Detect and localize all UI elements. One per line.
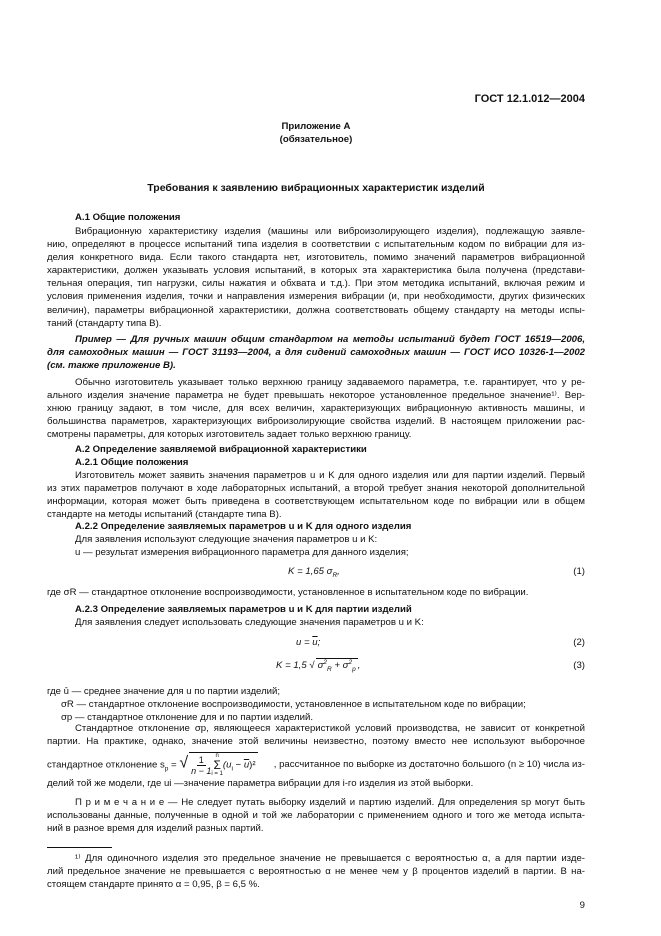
page-title: Требования к заявлению вибрационных характеристик изделий	[147, 182, 485, 194]
text-line: хнюю границу задают, в том числе, для всех величин, характеризующих вибрационную активность машины, и	[47, 403, 585, 415]
sum-symbol	[211, 753, 223, 777]
para-std	[47, 722, 585, 748]
sp-term-end: )²	[249, 759, 256, 771]
footnote	[47, 852, 585, 891]
section-a23-heading: А.2.3 Определение заявляемых параметров u и K для партии изделий	[75, 604, 412, 615]
sp-radicand	[189, 752, 257, 777]
text-line: смотрены параметры, для которых изготовитель задает только верхнюю границу.	[47, 429, 412, 441]
where-sigma-p: σp — стандартное отклонение для и по партии изделий.	[61, 712, 313, 723]
text-line: Пример — Для ручных машин общим стандартом на методы испытаний будет ГОСТ 16519—2006,	[75, 334, 585, 345]
text-line: стоящем стандарте принято α = 0,95, β = 6,5 %.	[47, 879, 260, 891]
text-line: Изготовитель может заявить значения параметров u и K для одного изделия или для партии изделий. Первый	[75, 470, 585, 481]
text-line: стандарте на методы испытаний (стандарте типа В).	[47, 509, 282, 521]
where-mean: где ū — среднее значение для u по партии изделий;	[47, 686, 281, 697]
equation-1	[288, 566, 340, 579]
example-paragraph	[47, 333, 585, 372]
eq3-sigma-p: σ	[342, 660, 349, 672]
eq3-lhs: K = 1,5	[276, 660, 310, 672]
para-a1-2	[47, 376, 585, 441]
note-paragraph	[47, 796, 585, 835]
sp-after: , рассчитанное по выборке из достаточно большого (n ≥ 10) числа из-	[273, 759, 585, 770]
eq1-where: где σR — стандартное отклонение воспроизводимости, установленное в испытательном коде по вибрации.	[47, 587, 529, 598]
footnote-divider	[47, 847, 112, 848]
equation-3-number: (3)	[573, 660, 585, 671]
page-number: 9	[579, 900, 585, 911]
eq1-lhs: K = 1,65 σ	[288, 566, 333, 577]
text-line: u — результат измерения вибрационного параметра для данного изделия;	[75, 547, 409, 559]
sp-formula-line	[47, 752, 585, 777]
text-line: ¹⁾ Для одиночного изделия это предельное значение не превышается с вероятностью α, а для партии изде-	[75, 853, 585, 864]
text-line: лий предельное значение не превышается с вероятностью α не менее чем у β процентов изделий в партии. В на-	[47, 866, 585, 878]
text-line: Стандартное отклонение σp, являющееся характеристикой условий производства, не зависит от конкретной	[75, 723, 585, 734]
eq3-sub-r: R	[327, 666, 332, 674]
eq3-sq2: 2	[348, 659, 353, 666]
text-line: для самоходных машин — ГОСТ 31193—2004, а для сидений самоходных машин — ГОСТ ИСО 10326-1—2002	[47, 347, 585, 359]
eq3-tail: ,	[357, 660, 361, 672]
sum-bottom: i = 1	[211, 771, 223, 777]
sp-sub: p	[164, 765, 169, 773]
text-line: условия применения изделия, точки и направления измерения вибрации (и, при необходимости, других физических	[47, 291, 585, 303]
eq1-sub: R	[332, 571, 338, 579]
sp-fraction	[191, 755, 211, 776]
where-sigma-r: σR — стандартное отклонение воспроизводимости, установленное в испытательном коде по вибрации;	[61, 699, 526, 710]
para-a1-1	[47, 225, 585, 330]
sp-term: (u	[222, 759, 232, 771]
text-line: использованы данные, полученные в одной и той же лаборатории с применением одного и того же метода испыта-	[47, 810, 585, 822]
text-line: (см. также приложение В).	[47, 360, 176, 372]
sum-icon: Σ	[213, 758, 221, 772]
section-a21-heading: А.2.1 Общие положения	[75, 457, 189, 468]
frac-den: n − 1	[191, 765, 212, 776]
text-line: ний в разное время для изделий разных партий.	[47, 823, 264, 835]
text-line: информации, которая может быть приведена в соответствующем испытательном коде по вибрации или в общем	[47, 496, 585, 508]
text-line: из этих параметров получают в ходе лабораторных испытаний, а второй требует знания некоторой дополнительной	[47, 483, 585, 495]
eq3-sub-p: p	[352, 666, 356, 674]
text-line: партии. На практике, однако, значение этой величины неизвестно, поэтому вместо нее используют выборочное	[47, 736, 585, 748]
text-line: П р и м е ч а н и е — Не следует путать выборку изделий и партию изделий. Для определения sp могут быть	[75, 797, 585, 808]
sqrt-icon: √	[179, 754, 189, 772]
sp-eq: =	[168, 759, 180, 771]
equation-2	[296, 637, 320, 648]
sp-term-mid: −	[232, 759, 244, 771]
sqrt-icon: √	[309, 660, 315, 672]
text-line: величин), параметры вибрационной характеристики, должна соответствовать общему стандарту на методы испы-	[47, 304, 585, 316]
eq2-tail: ;	[317, 637, 321, 648]
text-line: таний (стандарту типа В).	[47, 317, 162, 329]
eq3-radicand	[316, 658, 358, 673]
equation-3	[276, 658, 360, 673]
appendix-title: Приложение А	[281, 121, 351, 132]
eq3-sq1: 2	[323, 659, 328, 666]
sp-term-mean: $\overline{u}$	[243, 759, 250, 771]
document-id: ГОСТ 12.1.012—2004	[474, 93, 585, 105]
frac-num: 1	[198, 754, 204, 765]
text-line: Обычно изготовитель указывает только верхнюю границу задаваемого параметра, т.е. гарантирует, что у ре-	[75, 377, 585, 388]
para-a23: Для заявления следует использовать следующие значения параметров u и K:	[75, 617, 424, 628]
sp-after-line: делий той же модели, где ui —значение параметра вибрации для i-го изделия из этой выборки.	[47, 778, 474, 789]
equation-2-number: (2)	[573, 637, 585, 648]
eq3-plus: +	[331, 660, 343, 672]
para-a22	[47, 533, 585, 559]
eq2-lhs: u =	[296, 637, 313, 648]
section-a2-heading: А.2 Определение заявляемой вибрационной характеристики	[75, 444, 367, 455]
text-line: характеристики, должен указывать условия испытаний, в которых эта характеристика была получена (представи-	[47, 265, 585, 277]
section-a22-heading: А.2.2 Определение заявляемых параметров u и K для одного изделия	[75, 521, 412, 532]
eq2-mean-u: $\overline{u}$	[312, 637, 318, 648]
appendix-status: (обязательное)	[279, 134, 353, 145]
text-line: ального изделия значение параметра не будет превышать некоторое установленное предельное значение¹⁾. Вер-	[47, 390, 585, 402]
text-line: Вибрационную характеристику изделия (машины или виброизолирующего изделия), подлежащую заявле-	[75, 226, 585, 237]
eq3-sigma-r: σ	[317, 660, 324, 672]
equation-1-number: (1)	[573, 566, 585, 577]
sp-term-sub: i	[231, 765, 233, 773]
text-line: тельная операция, тип нагрузки, силы нажатия и обхвата и т.д.). При этом методика испытаний, включая режим и	[47, 278, 585, 290]
eq1-tail: ,	[337, 566, 340, 577]
text-line: большинства параметров, характеризующих виброизолирующие свойства изделий. В настоящем приложении рас-	[47, 416, 585, 428]
para-a21	[47, 469, 585, 521]
text-line: Для заявления используют следующие значения параметров u и K:	[75, 534, 378, 545]
sum-top: n	[215, 753, 219, 759]
section-a1-heading: А.1 Общие положения	[75, 212, 181, 223]
text-line: нию, определяют в процессе испытаний типа изделия в соответствии с испытательным кодом по вибрации для из-	[47, 239, 585, 251]
sp-formula	[47, 752, 258, 777]
text-line: делия конкретного вида. Если такого стандарта нет, изготовитель, помимо значений параметров вибрационной	[47, 252, 585, 264]
sp-before: стандартное отклонение s	[47, 759, 165, 771]
